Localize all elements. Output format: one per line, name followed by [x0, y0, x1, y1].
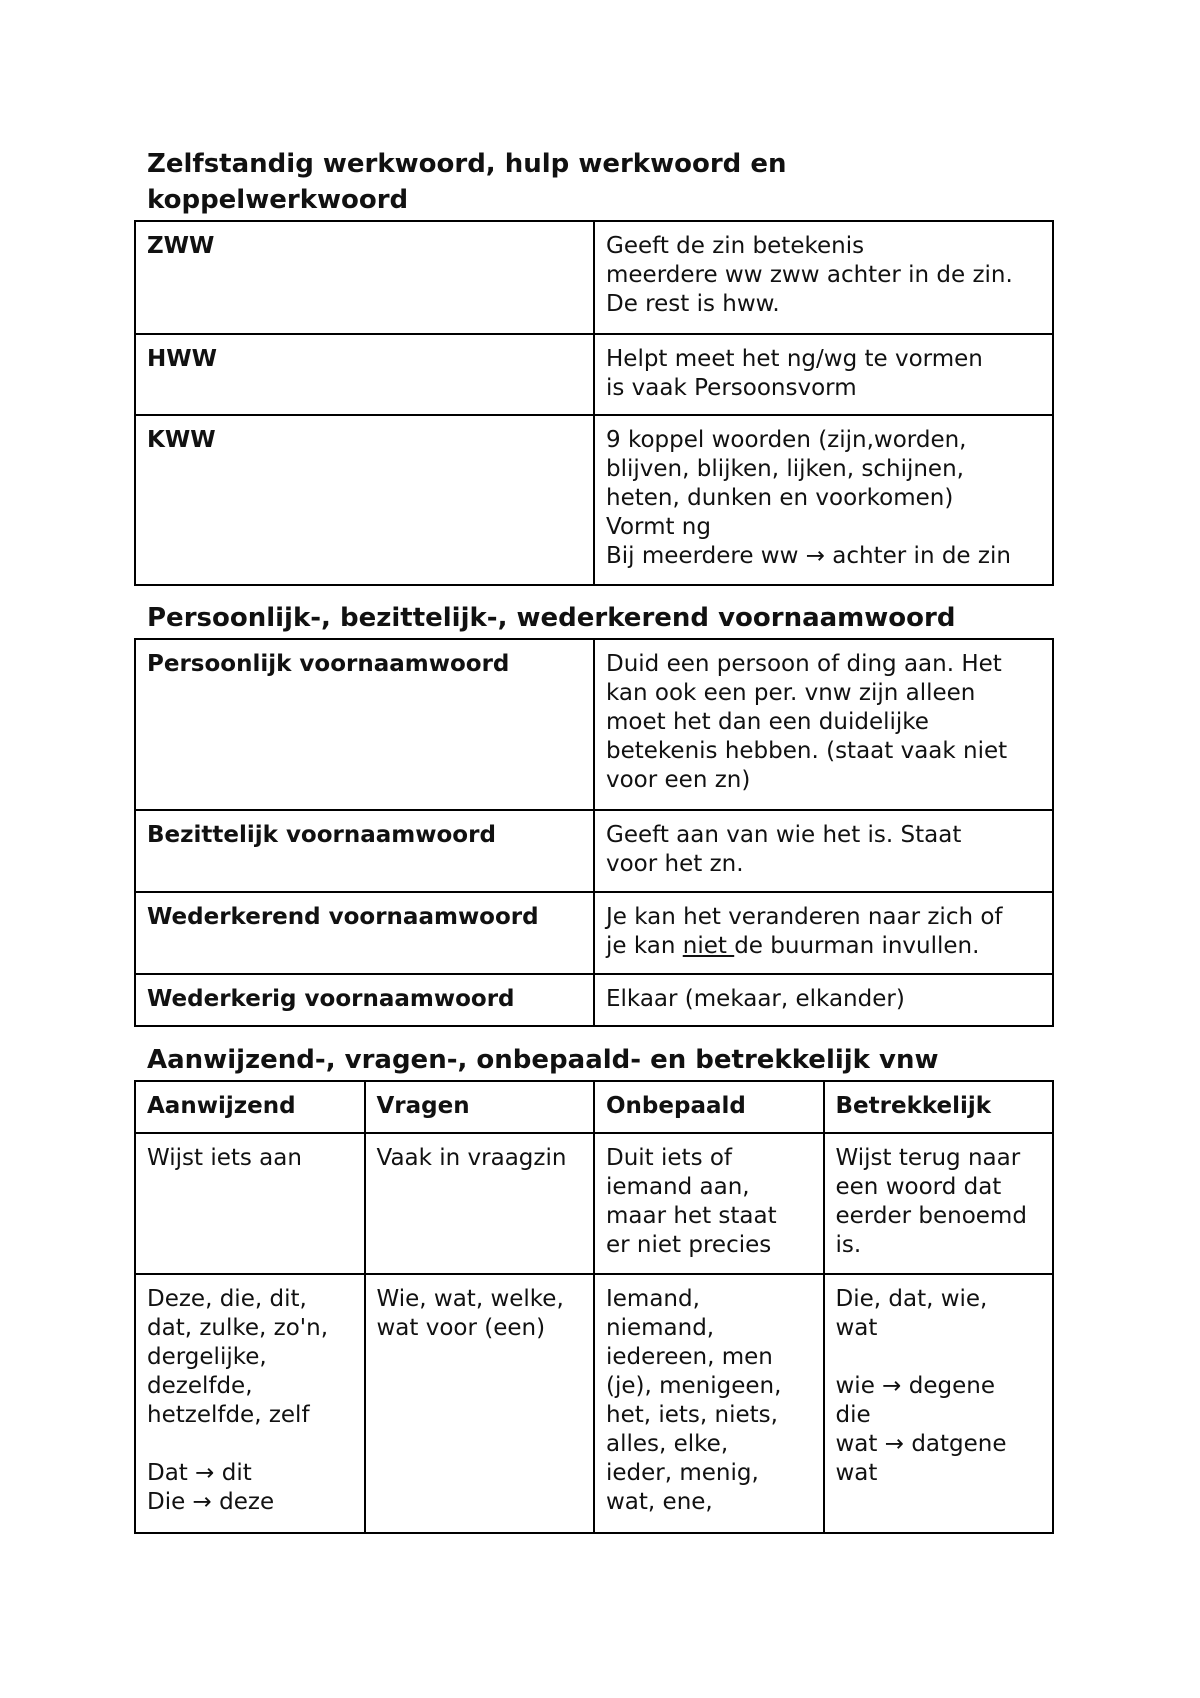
table-row	[135, 974, 1053, 1026]
examples-cell: Wie, wat, welke, wat voor (een)	[365, 1274, 595, 1533]
section3-title: Aanwijzend-, vragen-, onbepaald- en betrekkelijk vnw	[147, 1045, 939, 1075]
table-row	[135, 810, 1053, 892]
section1-title-line1: Zelfstandig werkwoord, hulp werkwoord en	[147, 149, 787, 179]
description-cell: Helpt meet het ng/wg te vormen is vaak Persoonsvorm	[594, 334, 1053, 415]
table-row	[135, 221, 1053, 334]
description-cell: Geeft aan van wie het is. Staat voor het zn.	[594, 810, 1053, 892]
description-cell: Duid een persoon of ding aan. Het kan ook een per. vnw zijn alleen moet het dan een duidelijke betekenis hebben. (staat vaak niet voor een zn)	[594, 639, 1053, 810]
definition-cell: Duit iets of iemand aan, maar het staat er niet precies	[594, 1133, 824, 1274]
term-cell: Wederkerend voornaamwoord	[135, 892, 594, 974]
definition-cell: Wijst iets aan	[135, 1133, 365, 1274]
table-row	[135, 892, 1053, 974]
table-row	[135, 1274, 1053, 1533]
column-header: Onbepaald	[594, 1081, 824, 1133]
section1-title	[147, 146, 786, 218]
underlined-word: niet	[682, 933, 735, 959]
column-header: Aanwijzend	[135, 1081, 365, 1133]
term-cell: Bezittelijk voornaamwoord	[135, 810, 594, 892]
table-row	[135, 334, 1053, 415]
pronoun-categories-table	[134, 1080, 1054, 1534]
description-cell	[594, 892, 1053, 974]
examples-cell: Die, dat, wie, wat wie → degene die wat → datgene wat	[824, 1274, 1054, 1533]
term-cell: Wederkerig voornaamwoord	[135, 974, 594, 1026]
description-cell: Elkaar (mekaar, elkander)	[594, 974, 1053, 1026]
term-cell: KWW	[135, 415, 594, 585]
term-cell: Persoonlijk voornaamwoord	[135, 639, 594, 810]
column-header: Betrekkelijk	[824, 1081, 1054, 1133]
term-cell: ZWW	[135, 221, 594, 334]
section1-title-line2: koppelwerkwoord	[147, 185, 409, 215]
description-text: de buurman invullen.	[734, 933, 980, 959]
examples-cell: Iemand, niemand, iedereen, men (je), menigeen, het, iets, niets, alles, elke, ieder, menig, wat, ene,	[594, 1274, 824, 1533]
definition-cell: Wijst terug naar een woord dat eerder benoemd is.	[824, 1133, 1054, 1274]
table-row	[135, 415, 1053, 585]
pronoun-types-table	[134, 638, 1054, 1027]
description-cell: Geeft de zin betekenis meerdere ww zww achter in de zin. De rest is hww.	[594, 221, 1053, 334]
table-row	[135, 639, 1053, 810]
definition-cell: Vaak in vraagzin	[365, 1133, 595, 1274]
verb-types-table	[134, 220, 1054, 586]
examples-cell: Deze, die, dit, dat, zulke, zo'n, dergelijke, dezelfde, hetzelfde, zelf Dat → dit Die → deze	[135, 1274, 365, 1533]
table-header-row	[135, 1081, 1053, 1133]
description-text: Je kan het veranderen naar zich of je kan	[606, 904, 1003, 959]
table-row	[135, 1133, 1053, 1274]
column-header: Vragen	[365, 1081, 595, 1133]
description-cell: 9 koppel woorden (zijn,worden, blijven, blijken, lijken, schijnen, heten, dunken en voorkomen) Vormt ng Bij meerdere ww → achter in de zin	[594, 415, 1053, 585]
term-cell: HWW	[135, 334, 594, 415]
section2-title: Persoonlijk-, bezittelijk-, wederkerend voornaamwoord	[147, 603, 956, 633]
